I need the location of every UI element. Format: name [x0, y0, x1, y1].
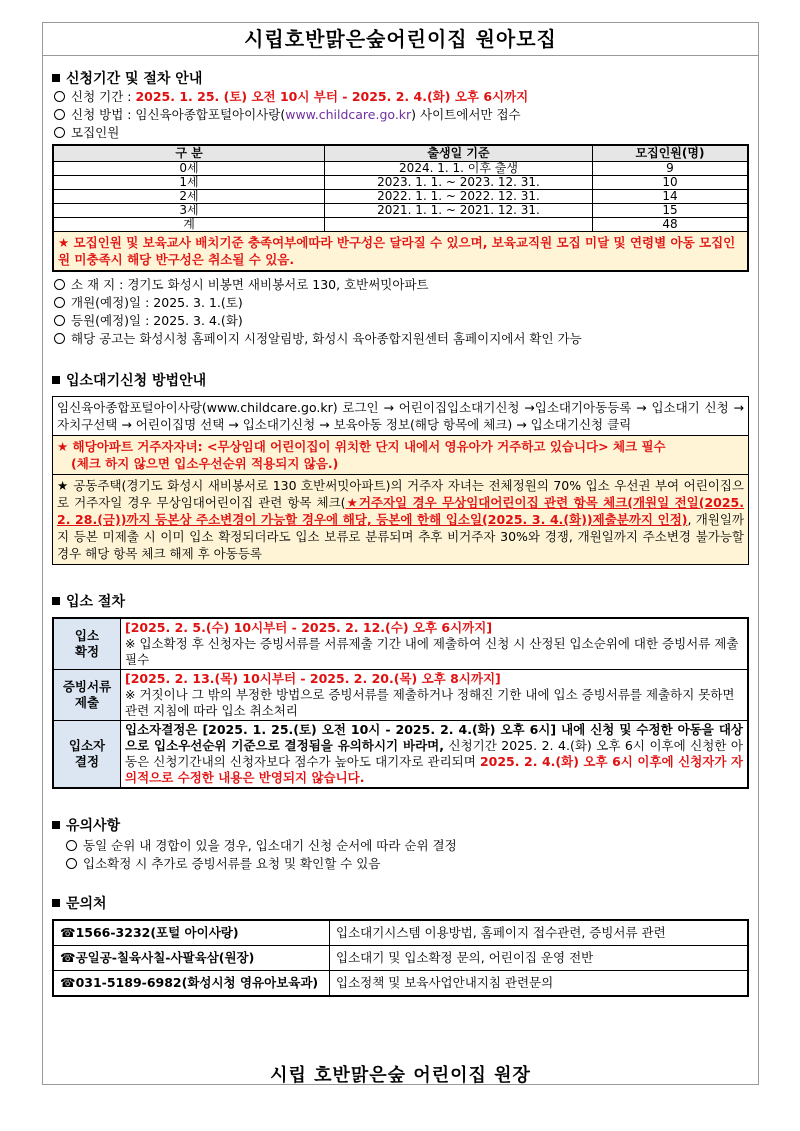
caution-item	[52, 837, 749, 855]
waitlist-box	[52, 396, 749, 565]
header-count: 모집인원(명)	[593, 145, 749, 162]
apartment-note	[53, 474, 748, 564]
circle-bullet-icon	[54, 333, 65, 344]
table-row	[53, 946, 748, 971]
procedure-period: [2025. 2. 13.(목) 10시부터 - 2025. 2. 20.(목) 오후 8시까지]	[125, 671, 501, 686]
decision-bold: 입소자결정은 [2025. 1. 25.(토) 오전 10시 - 2025. 2. 4.(화) 오후 6시] 내에 신청 및 수정한 아동을 대상으로 입소우선순위 기준으로 결정됨을 유의하시기 바라며,	[125, 722, 743, 753]
method-line	[52, 106, 749, 124]
section-heading-text: 문의처	[66, 896, 107, 912]
section-heading-procedure	[52, 591, 749, 611]
resident-note-line1: ★ 해당아파트 거주자자녀: <무상임대 어린이집이 위치한 단지 내에서 영유아가 거주하고 있습니다> 체크 필수	[57, 439, 666, 454]
table-row-total	[53, 218, 748, 232]
decision-normal: 신청기간 2025. 2. 4.(화) 오후 6시 이후에 신청한 아동은 신청기간내의 신청자보다 점수가 높아도 대기자로 관리되며	[125, 738, 744, 769]
caution-item	[52, 855, 749, 873]
table-row	[53, 971, 748, 997]
period-label: 신청 기간 :	[71, 89, 136, 104]
table-note-row	[53, 232, 748, 272]
recruit-label: 모집인원	[71, 125, 120, 140]
contact-phone: ☎공일공-칠육사칠-사팔육삼(원장)	[53, 946, 330, 971]
cell-count: 9	[593, 162, 749, 176]
square-bullet-icon	[52, 821, 60, 829]
apartment-note-b: ★거주자일 경우 무상임대어린이집 관련 항목 체크(개원일 전일(2025. 2. 28.(금))까지 등본상 주소변경이 가능할 경우에 해당, 등본에 한해 입소일(2025. 3. 4.(화))제출분까지 인정)	[57, 495, 744, 527]
cell-total-label: 계	[53, 218, 325, 232]
notice-text: 해당 공고는 화성시청 홈페이지 시정알림방, 화성시 육아종합지원센터 홈페이지에서 확인 가능	[71, 331, 582, 346]
section-heading-text: 입소 절차	[66, 594, 125, 610]
header-category: 구 분	[53, 145, 325, 162]
cell-age: 0세	[53, 162, 325, 176]
table-row	[53, 190, 748, 204]
cell-birth: 2024. 1. 1. 이후 출생	[325, 162, 593, 176]
cell-count: 14	[593, 190, 749, 204]
section-heading-text: 유의사항	[66, 818, 121, 834]
contact-topic: 입소대기시스템 이용방법, 홈페이지 접수관련, 증빙서류 관련	[330, 920, 749, 946]
contact-topic: 입소대기 및 입소확정 문의, 어린이집 운영 전반	[330, 946, 749, 971]
section-heading-contact	[52, 893, 749, 913]
circle-bullet-icon	[54, 109, 65, 120]
decision-red: 2025. 2. 4.(화) 오후 6시 이후에 신청자가 자의적으로 수정한 내용은 반영되지 않습니다.	[125, 754, 744, 785]
contact-phone: ☎031-5189-6982(화성시청 영유아보육과)	[53, 971, 330, 997]
section-heading-waitlist	[52, 370, 749, 390]
caution-text: 동일 순위 내 경합이 있을 경우, 입소대기 신청 순서에 따라 순위 결정	[83, 838, 457, 853]
apartment-note-c: , 개원일까지 등본 미제출 시 이미 입소 확정되더라도 입소 보류로 분류되며 추후 비거주자 30%와 경쟁, 개원일까지 주소변경 불가능할 경우 해당 항목 체크 해제 후 아동등록	[57, 512, 744, 561]
contact-topic: 입소정책 및 보육사업안내지침 관련문의	[330, 971, 749, 997]
resident-note	[53, 435, 748, 474]
procedure-label: 입소자 결정	[53, 721, 121, 789]
square-bullet-icon	[52, 376, 60, 384]
cell-count: 15	[593, 204, 749, 218]
attend-date-line	[52, 312, 749, 330]
circle-bullet-icon	[66, 858, 77, 869]
table-row	[53, 176, 748, 190]
table-row	[53, 618, 748, 670]
notice-line	[52, 330, 749, 348]
table-row	[53, 670, 748, 721]
recruit-line	[52, 124, 749, 142]
cell-age: 1세	[53, 176, 325, 190]
circle-bullet-icon	[54, 279, 65, 290]
table-row	[53, 920, 748, 946]
section-heading-period	[52, 68, 749, 88]
contact-table	[52, 919, 749, 997]
cell-birth: 2022. 1. 1. ~ 2022. 12. 31.	[325, 190, 593, 204]
cell-birth: 2021. 1. 1. ~ 2021. 12. 31.	[325, 204, 593, 218]
footer-signature: 시립 호반맑은숲 어린이집 원장	[270, 1065, 531, 1086]
recruit-note: ★ 모집인원 및 보육교사 배치기준 충족여부에따라 반구성은 달라질 수 있으며, 보육교직원 모집 미달 및 연령별 아동 모집인원 미충족시 해당 반구성은 취소될 수 있음.	[53, 232, 748, 272]
procedure-cell	[121, 721, 749, 789]
circle-bullet-icon	[54, 315, 65, 326]
procedure-period: [2025. 2. 5.(수) 10시부터 - 2025. 2. 12.(수) 오후 6시까지]	[125, 620, 493, 635]
cell-birth: 2023. 1. 1. ~ 2023. 12. 31.	[325, 176, 593, 190]
square-bullet-icon	[52, 899, 60, 907]
caution-text: 입소확정 시 추가로 증빙서류를 요청 및 확인할 수 있음	[83, 856, 381, 871]
method-tail: ) 사이트에서만 접수	[411, 107, 521, 122]
cell-age: 3세	[53, 204, 325, 218]
period-value: 2025. 1. 25. (토) 오전 10시 부터 - 2025. 2. 4.(화) 오후 6시까지	[135, 89, 529, 104]
period-line	[52, 88, 749, 106]
notice-page	[42, 22, 759, 1085]
square-bullet-icon	[52, 597, 60, 605]
cell-age: 2세	[53, 190, 325, 204]
circle-bullet-icon	[54, 297, 65, 308]
page-title: 시립호반맑은숲어린이집 원아모집	[43, 23, 758, 56]
circle-bullet-icon	[54, 127, 65, 138]
procedure-table	[52, 617, 749, 789]
table-row	[53, 721, 748, 789]
address-text: 소 재 지 : 경기도 화성시 비봉면 새비봉서로 130, 호반써밋아파트	[71, 277, 429, 292]
square-bullet-icon	[52, 74, 60, 82]
section-heading-cautions	[52, 815, 749, 835]
attend-date-text: 등원(예정)일 : 2025. 3. 4.(화)	[71, 313, 243, 328]
recruit-table	[52, 144, 749, 272]
content	[43, 68, 758, 997]
apartment-note-a: ★ 공동주택(경기도 화성시 새비봉서로 130 호반써밋아파트)의 거주자 자녀는 전체정원의 70% 입소 우선권 부여 어린이집으로 거주자일 경우 무상임대어린이집 관련 항목 체크(	[57, 478, 744, 510]
table-row	[53, 204, 748, 218]
circle-bullet-icon	[54, 91, 65, 102]
waitlist-steps: 임신육아종합포털아이사랑(www.childcare.go.kr) 로그인 → 어린이집입소대기신청 →입소대기아동등록 → 입소대기 신청 → 자치구선택 → 어린이집명 선택 → 입소대기신청 → 보육아동 정보(해당 항목에 체크) → 입소대기신청 클릭	[57, 400, 744, 432]
procedure-cell	[121, 670, 749, 721]
recruit-table-header	[53, 145, 748, 162]
open-date-text: 개원(예정)일 : 2025. 3. 1.(토)	[71, 295, 243, 310]
address-line	[52, 276, 749, 294]
cell-total-count: 48	[593, 218, 749, 232]
table-row	[53, 162, 748, 176]
section-heading-text: 신청기간 및 절차 안내	[66, 71, 203, 87]
childcare-link[interactable]: www.childcare.go.kr	[285, 107, 412, 122]
resident-note-line2: (체크 하지 않으면 입소우선순위 적용되지 않음.)	[71, 456, 339, 471]
procedure-desc: ※ 입소확정 후 신청자는 증빙서류를 서류제출 기간 내에 제출하여 신청 시 산정된 입소순위에 대한 증빙서류 제출 필수	[125, 636, 739, 667]
cell-count: 10	[593, 176, 749, 190]
procedure-cell	[121, 618, 749, 670]
section-heading-text: 입소대기신청 방법안내	[66, 373, 207, 389]
procedure-desc: ※ 거짓이나 그 밖의 부정한 방법으로 증빙서류를 제출하거나 정해진 기한 내에 입소 증빙서류를 제출하지 못하면 관련 지침에 따라 입소 취소처리	[125, 687, 735, 718]
circle-bullet-icon	[66, 840, 77, 851]
procedure-label: 입소 확정	[53, 618, 121, 670]
method-label: 신청 방법 : 임신육아종합포털아이사랑(	[71, 107, 286, 122]
procedure-label: 증빙서류 제출	[53, 670, 121, 721]
header-birth: 출생일 기준	[325, 145, 593, 162]
cell-total-empty	[325, 218, 593, 232]
contact-phone: ☎1566-3232(포털 아이사랑)	[53, 920, 330, 946]
open-date-line	[52, 294, 749, 312]
